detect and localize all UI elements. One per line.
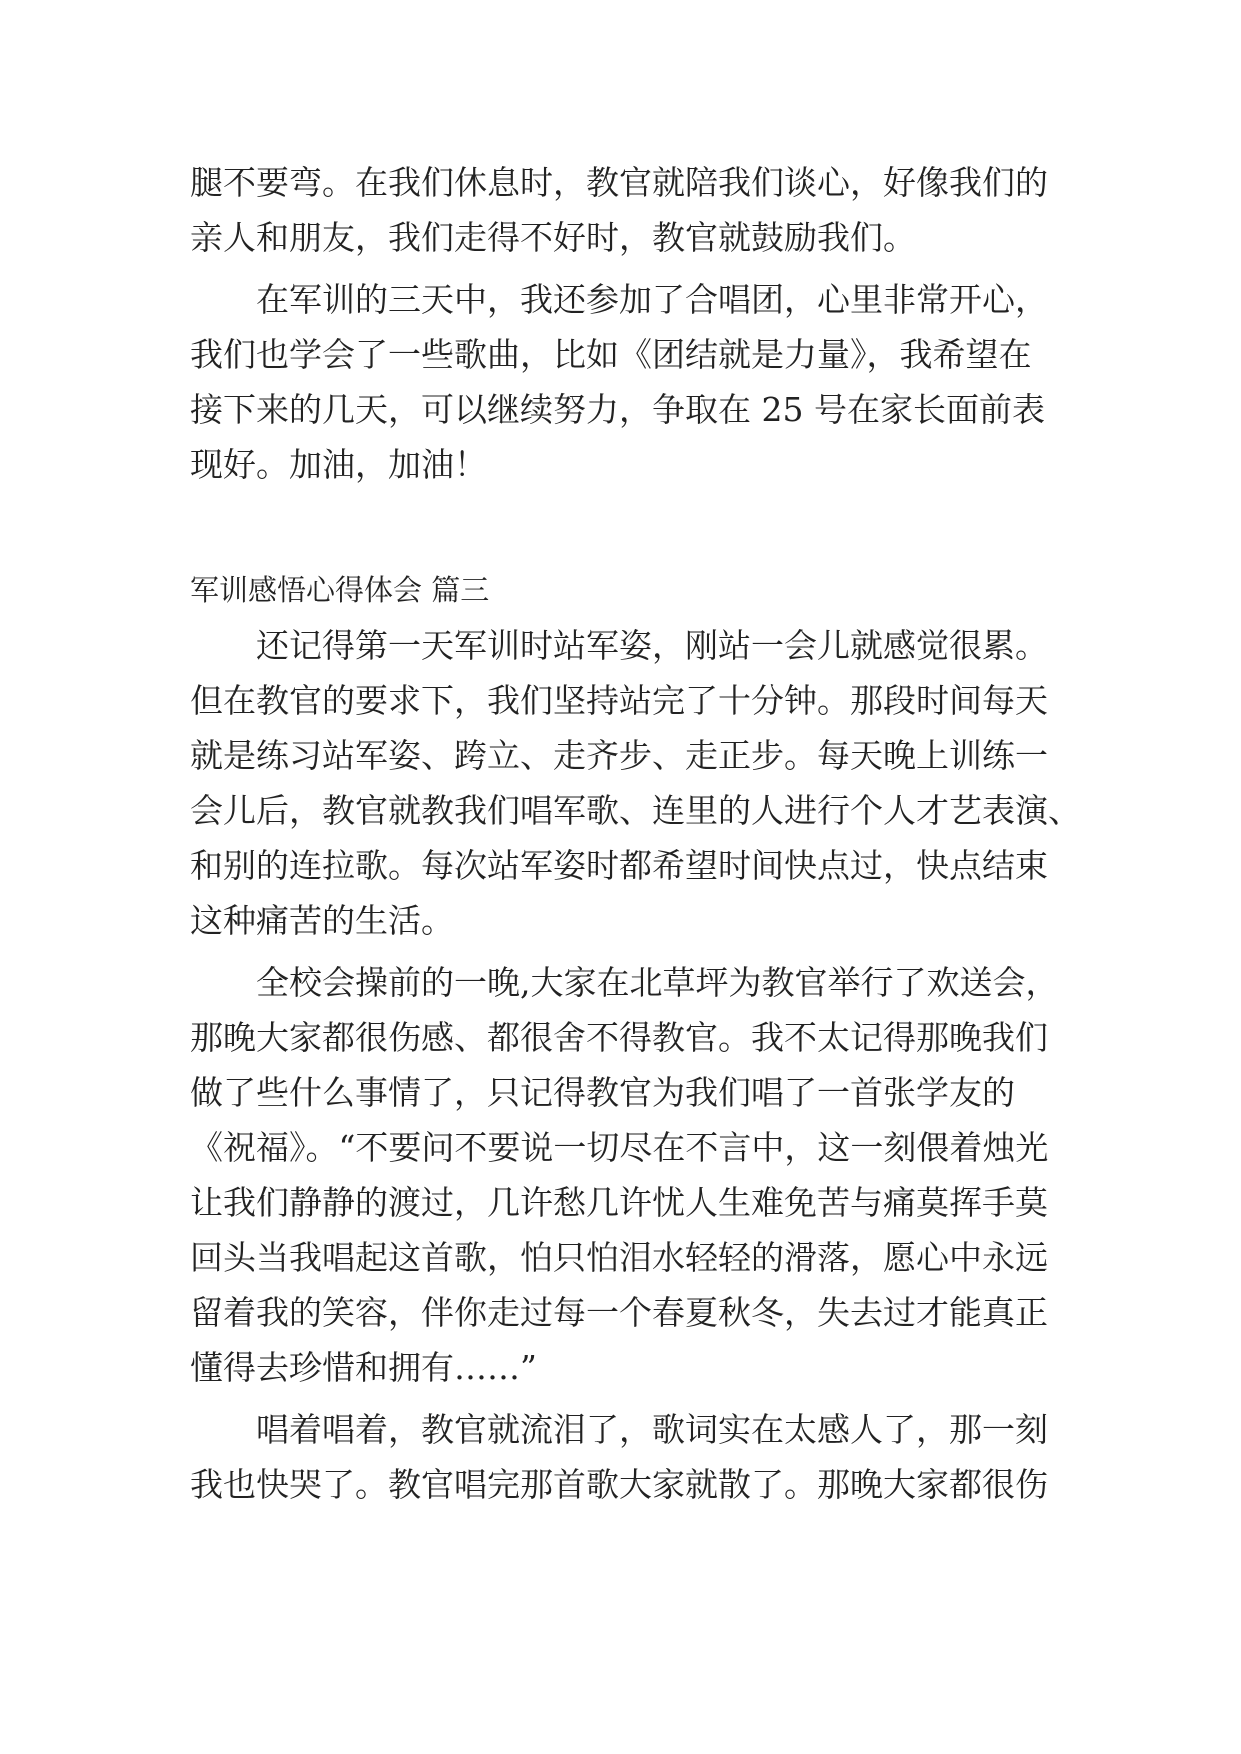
- paragraph-4: [190, 955, 1090, 1395]
- text-line: 和别的连拉歌。每次站军姿时都希望时间快点过，快点结束: [190, 846, 1048, 885]
- paragraph-3: [190, 618, 1090, 948]
- document-body: [190, 155, 1090, 1512]
- section-title: 军训感悟心得体会 篇三: [190, 573, 490, 607]
- text-line: 腿不要弯。在我们休息时，教官就陪我们谈心，好像我们的: [190, 163, 1048, 202]
- text-line: 亲人和朋友，我们走得不好时，教官就鼓励我们。: [190, 218, 916, 257]
- text-line: 那晚大家都很伤感、都很舍不得教官。我不太记得那晚我们: [190, 1018, 1048, 1057]
- text-line: 懂得去珍惜和拥有……”: [190, 1348, 537, 1387]
- text-line: 但在教官的要求下，我们坚持站完了十分钟。那段时间每天: [190, 681, 1048, 720]
- text-line: 我也快哭了。教官唱完那首歌大家就散了。那晚大家都很伤: [190, 1465, 1048, 1504]
- text-line: 现好。加油，加油！: [190, 445, 487, 484]
- text-line: 做了些什么事情了，只记得教官为我们唱了一首张学友的: [190, 1073, 1015, 1112]
- text-line: 留着我的笑容，伴你走过每一个春夏秋冬，失去过才能真正: [190, 1293, 1048, 1332]
- text-line: 还记得第一天军训时站军姿，刚站一会儿就感觉很累。: [256, 626, 1048, 665]
- paragraph-1: [190, 155, 1090, 265]
- text-line: 全校会操前的一晚,大家在北草坪为教官举行了欢送会，: [256, 963, 1059, 1002]
- text-line: 接下来的几天，可以继续努力，争取在 25 号在家长面前表: [190, 390, 1045, 429]
- text-line: 我们也学会了一些歌曲，比如《团结就是力量》，我希望在: [190, 335, 1032, 374]
- paragraph-5: [190, 1402, 1090, 1512]
- text-line: 回头当我唱起这首歌，怕只怕泪水轻轻的滑落，愿心中永远: [190, 1238, 1048, 1277]
- paragraph-2: [190, 272, 1090, 492]
- text-line: 就是练习站军姿、跨立、走齐步、走正步。每天晚上训练一: [190, 736, 1048, 775]
- text-line: 唱着唱着，教官就流泪了，歌词实在太感人了，那一刻: [256, 1410, 1048, 1449]
- text-line: 在军训的三天中，我还参加了合唱团，心里非常开心，: [256, 280, 1048, 319]
- text-line: 《祝福》。“不要问不要说一切尽在不言中，这一刻偎着烛光: [190, 1128, 1049, 1167]
- text-line: 这种痛苦的生活。: [190, 901, 454, 940]
- text-line: 让我们静静的渡过，几许愁几许忧人生难免苦与痛莫挥手莫: [190, 1183, 1048, 1222]
- text-line: 会儿后，教官就教我们唱军歌、连里的人进行个人才艺表演、: [190, 791, 1081, 830]
